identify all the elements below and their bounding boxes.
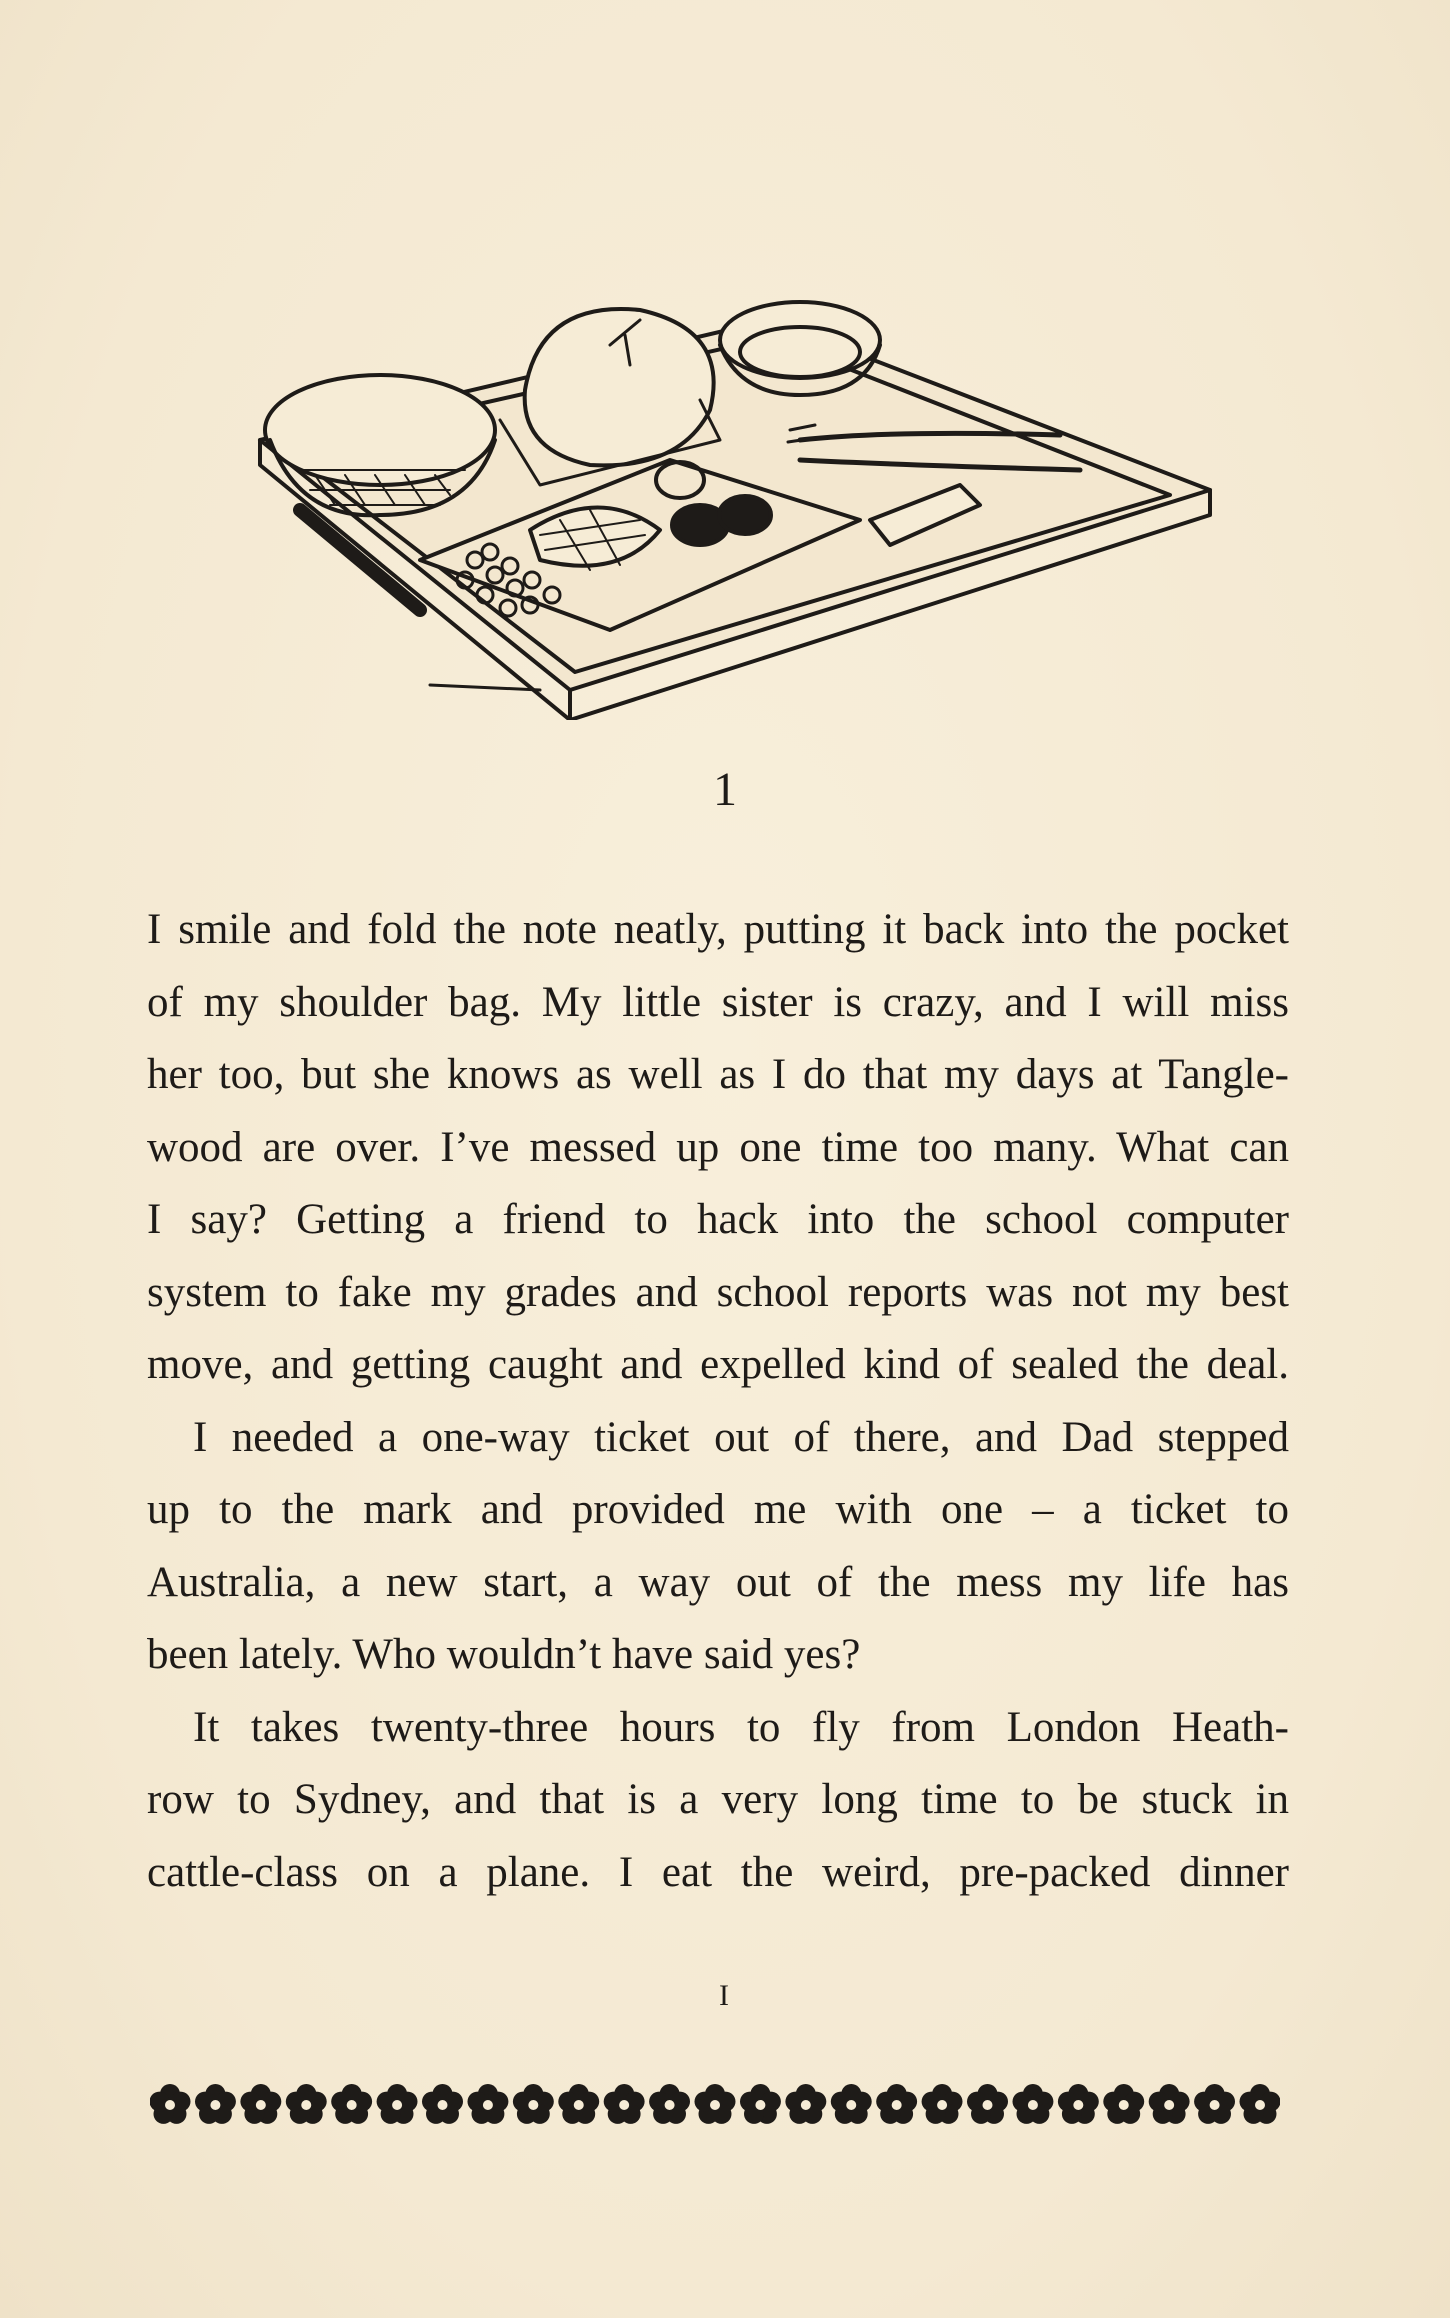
- text-line: cattle-class on a plane. I eat the weird, pre-packed dinner: [147, 1848, 1289, 1896]
- text-line: up to the mark and provided me with one – a ticket to: [147, 1486, 1289, 1533]
- text-line: of my shoulder bag. My little sister is crazy, and I will miss: [147, 978, 1289, 1026]
- flower-icon: [695, 2084, 736, 2124]
- text-line: system to fake my grades and school reports was not my best: [147, 1268, 1289, 1316]
- meal-tray-illustration: [240, 290, 1220, 720]
- flower-icon: [377, 2084, 418, 2124]
- flower-icon: [513, 2084, 554, 2124]
- text-line: her too, but she knows as well as I do that my days at Tangle-: [147, 1051, 1289, 1098]
- flower-icon: [922, 2084, 963, 2124]
- flower-icon: [1103, 2084, 1144, 2124]
- flower-icon: [831, 2084, 872, 2124]
- page-number: I: [719, 1979, 731, 2012]
- flower-icon: [1194, 2084, 1235, 2124]
- text-line: move, and getting caught and expelled kind of sealed the deal.: [147, 1341, 1289, 1388]
- flower-icon: [876, 2084, 917, 2124]
- flower-icon: [240, 2084, 281, 2124]
- flower-icon: [422, 2084, 463, 2124]
- chapter-text: [147, 894, 1289, 1909]
- flower-icon: [1058, 2084, 1099, 2124]
- text-line: row to Sydney, and that is a very long time to be stuck in: [147, 1776, 1289, 1823]
- flower-icon: [967, 2084, 1008, 2124]
- text-line: wood are over. I’ve messed up one time too many. What can: [147, 1123, 1289, 1171]
- text-line: I smile and fold the note neatly, putting it back into the pocket: [147, 906, 1289, 953]
- flower-icon: [604, 2084, 645, 2124]
- flower-icon: [468, 2084, 509, 2124]
- flower-icon: [785, 2084, 826, 2124]
- flower-icon: [331, 2084, 372, 2124]
- flower-icon: [558, 2084, 599, 2124]
- text-line: I needed a one-way ticket out of there, and Dad stepped: [193, 1413, 1289, 1461]
- text-line: Australia, a new start, a way out of the mess my life has: [147, 1558, 1289, 1606]
- flower-icon: [1013, 2084, 1054, 2124]
- flower-icon: [286, 2084, 327, 2124]
- flower-icon: [1149, 2084, 1190, 2124]
- flower-border-icon: [150, 2079, 1280, 2131]
- flower-icon: [1240, 2084, 1281, 2124]
- chapter-number: 1: [713, 763, 737, 816]
- text-line: It takes twenty-three hours to fly from London Heath-: [193, 1703, 1289, 1751]
- text-line: I say? Getting a friend to hack into the school computer: [147, 1196, 1289, 1243]
- flower-icon: [740, 2084, 781, 2124]
- flower-icon: [195, 2084, 236, 2124]
- text-line: been lately. Who wouldn’t have said yes?: [147, 1631, 861, 1678]
- flower-icon: [150, 2084, 191, 2124]
- flower-icon: [649, 2084, 690, 2124]
